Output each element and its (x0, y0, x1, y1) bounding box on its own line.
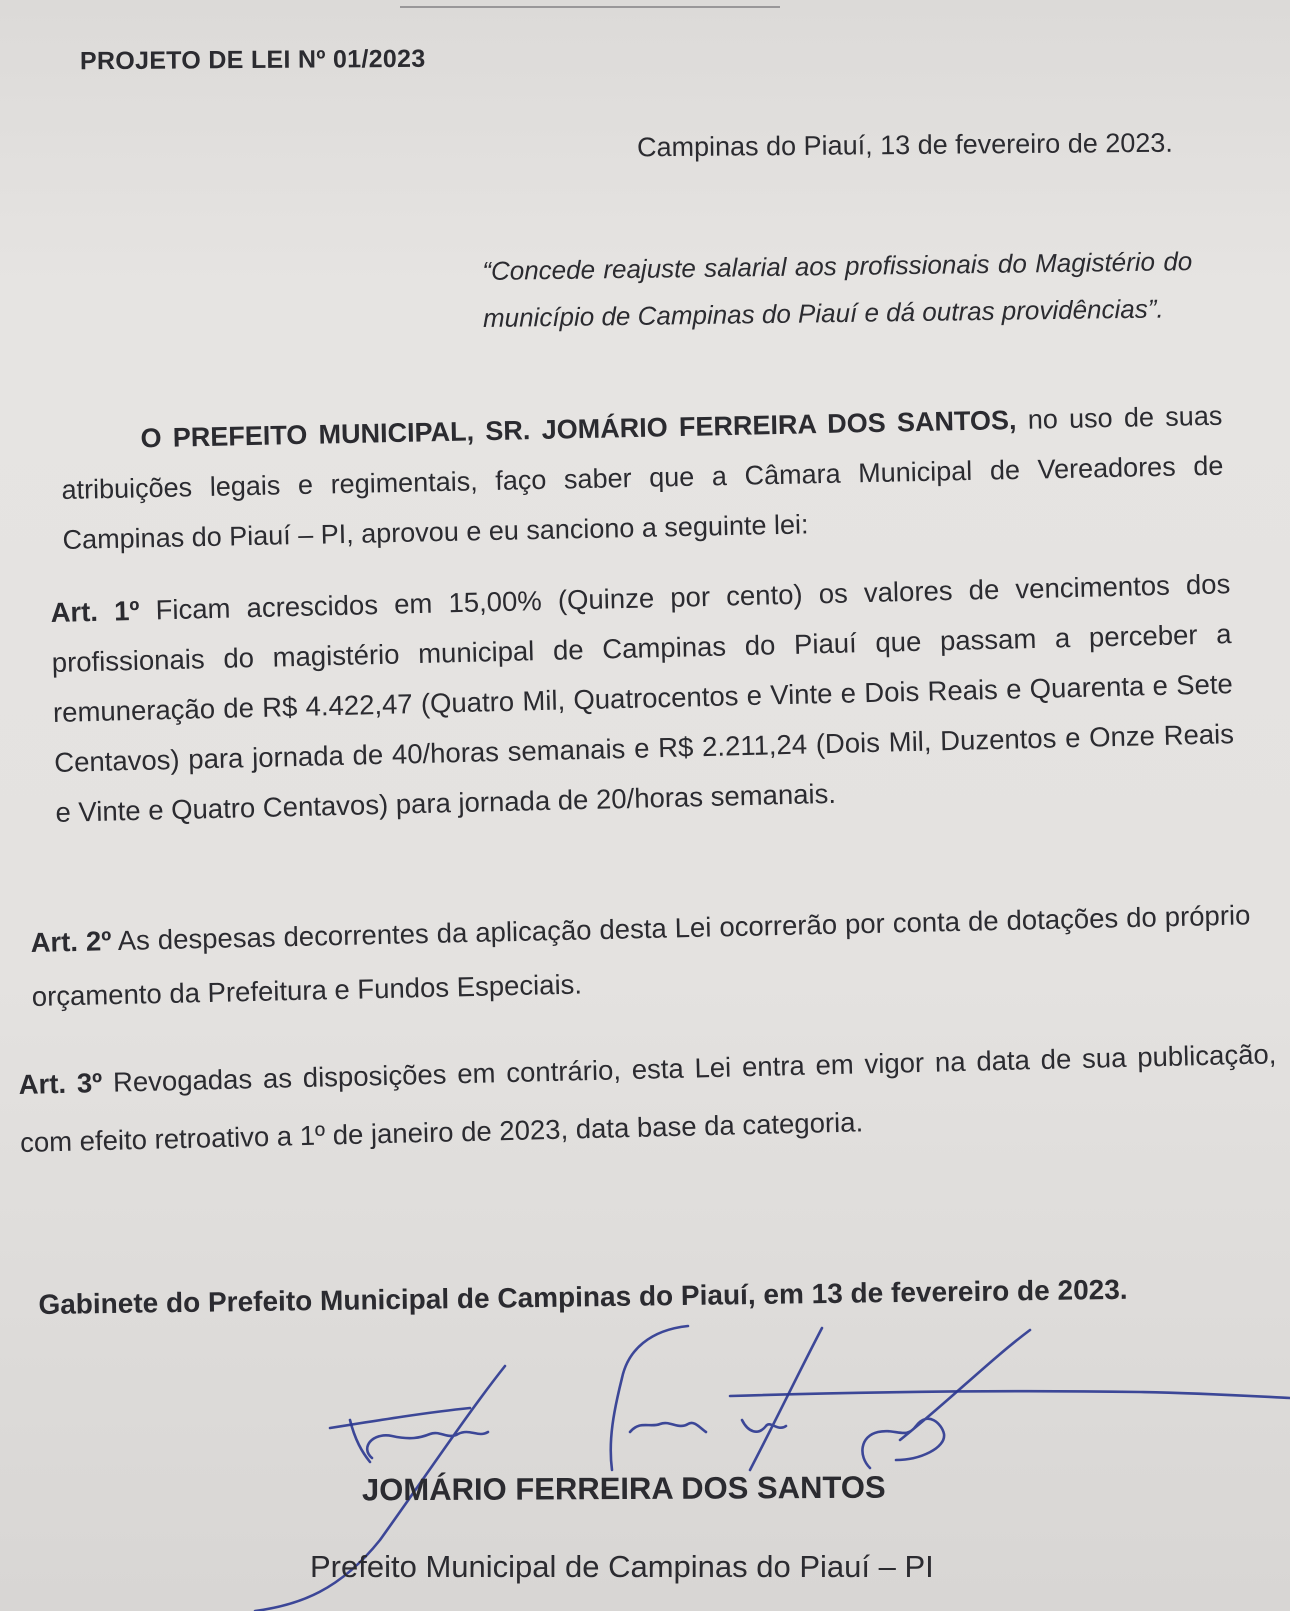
signer-name: JOMÁRIO FERREIRA DOS SANTOS (361, 1469, 886, 1508)
article-2-label: Art. 2º (30, 924, 112, 958)
preamble-lead: O PREFEITO MUNICIPAL, SR. JOMÁRIO FERREIRA DOS SANTOS, (140, 404, 1017, 454)
article-1-text: Ficam acrescidos em 15,00% (Quinze por cento) os valores de vencimentos dos profissionais do magistério municipal de Campinas do Piauí que passam a perceber a remuneração de R$ 4.422,47 (Quatro Mil, Quatrocentos e Vinte e Dois Reais e Quarenta e Sete Centavos) para jornada de 40/horas semanais e R$ 2.211,24 (Dois Mil, Duzentos e Onze Reais e Vinte e Quatro Centavos) para jornada de 20/horas semanais. (51, 567, 1235, 828)
bill-summary: “Concede reajuste salarial aos profissionais do Magistério do município de Campinas do Piauí e dá outras providências”. (482, 246, 1193, 333)
preamble-paragraph (60, 391, 1225, 565)
article-3-text: Revogadas as disposições em contrário, esta Lei entra em vigor na data de sua publicação, com efeito retroativo a 1º de janeiro de 2023, data base da categoria. (19, 1037, 1277, 1158)
article-3 (18, 1025, 1278, 1172)
article-1-label: Art. 1º (50, 594, 140, 628)
preamble-text: no uso de suas atribuições legais e regimentais, faço saber que a Câmara Municipal de Vereadores de Campinas do Piauí – PI, aprovou e eu sanciono a seguinte lei: (61, 400, 1224, 555)
bill-heading: PROJETO DE LEI Nº 01/2023 (79, 44, 426, 76)
letterhead-rule (400, 0, 780, 8)
closing-statement: Gabinete do Prefeito Municipal de Campinas do Piauí, em 13 de fevereiro de 2023. (38, 1273, 1128, 1320)
signer-title: Prefeito Municipal de Campinas do Piauí – PI (310, 1549, 934, 1584)
article-2 (30, 888, 1252, 1024)
article-3-label: Art. 3º (18, 1066, 103, 1100)
document-date: Campinas do Piauí, 13 de fevereiro de 2023. (636, 127, 1173, 163)
article-2-text: As despesas decorrentes da aplicação desta Lei ocorrerão por conta de dotações do próprio orçamento da Prefeitura e Fundos Especiais. (31, 898, 1251, 1012)
article-1 (50, 559, 1236, 838)
